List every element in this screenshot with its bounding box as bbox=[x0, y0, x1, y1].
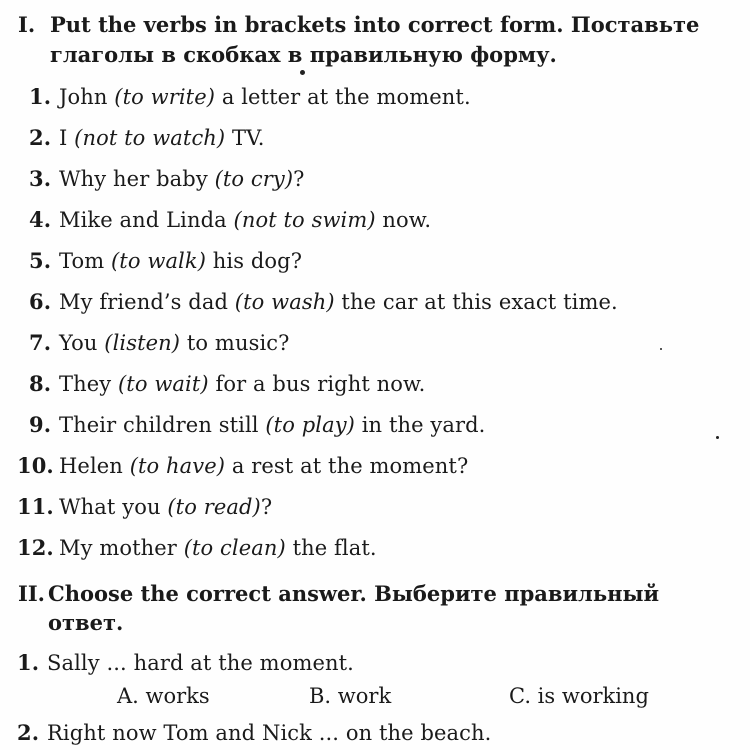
item-number: 4. bbox=[29, 207, 52, 232]
item-text: Why her baby bbox=[59, 167, 215, 191]
item-verb: (listen) bbox=[104, 331, 181, 355]
exercise-item bbox=[17, 455, 468, 477]
question-text: Right now Tom and Nick ... on the beach. bbox=[47, 721, 492, 745]
exercise-item bbox=[29, 250, 302, 272]
item-verb: (to read) bbox=[167, 495, 261, 519]
item-text: ? bbox=[260, 495, 273, 519]
item-verb: (to play) bbox=[265, 413, 355, 437]
item-number: 2. bbox=[29, 125, 52, 150]
item-text: the car at this exact time. bbox=[334, 290, 618, 314]
item-number: 3. bbox=[29, 166, 52, 191]
item-text: his dog? bbox=[206, 249, 303, 273]
exercise-item bbox=[29, 127, 264, 149]
answer-option-b: B. work bbox=[309, 684, 392, 708]
item-text: You bbox=[59, 331, 105, 355]
item-number: 10. bbox=[17, 453, 54, 478]
question-text: Sally ... hard at the moment. bbox=[47, 651, 354, 675]
exercise-item bbox=[17, 537, 377, 559]
item-text: in the yard. bbox=[354, 413, 486, 437]
item-number: 7. bbox=[29, 330, 52, 355]
print-speck bbox=[300, 70, 305, 75]
exercise-item bbox=[29, 332, 289, 354]
item-verb: (to wash) bbox=[234, 290, 335, 314]
exercise-item bbox=[29, 291, 618, 313]
section-2-title-line1: Choose the correct answer. Выберите правильный bbox=[48, 581, 660, 606]
exercise-item bbox=[29, 168, 305, 190]
item-text: for a bus right now. bbox=[208, 372, 426, 396]
item-text: Mike and Linda bbox=[59, 208, 234, 232]
item-text: John bbox=[59, 85, 115, 109]
item-text: ? bbox=[293, 167, 305, 191]
item-text: What you bbox=[59, 495, 168, 519]
section-2-heading bbox=[18, 583, 659, 604]
item-text: Helen bbox=[59, 454, 130, 478]
item-text: I bbox=[59, 126, 75, 150]
item-text: TV. bbox=[225, 126, 265, 150]
exercise-item bbox=[29, 86, 471, 108]
item-text: Their children still bbox=[59, 413, 266, 437]
item-number: 11. bbox=[17, 494, 54, 519]
answer-option-a: A. works bbox=[117, 684, 210, 708]
item-text: They bbox=[59, 372, 118, 396]
section-1-number: I. bbox=[18, 12, 36, 37]
section-2-title-line2: ответ. bbox=[48, 610, 124, 635]
item-text: My mother bbox=[59, 536, 184, 560]
question-number: 1. bbox=[17, 650, 40, 675]
quiz-question bbox=[17, 722, 491, 744]
item-number: 9. bbox=[29, 412, 52, 437]
item-verb: (to have) bbox=[129, 454, 226, 478]
item-text: now. bbox=[375, 208, 432, 232]
item-number: 6. bbox=[29, 289, 52, 314]
item-verb: (not to swim) bbox=[233, 208, 376, 232]
item-text: Tom bbox=[59, 249, 112, 273]
item-verb: (to clean) bbox=[183, 536, 286, 560]
item-text: to music? bbox=[180, 331, 290, 355]
exercise-item bbox=[17, 496, 272, 518]
section-1-title-line2: глаголы в скобках в правильную форму. bbox=[50, 42, 557, 67]
section-1-title-line1: Put the verbs in brackets into correct form. Поставьте bbox=[50, 12, 700, 37]
question-number: 2. bbox=[17, 720, 40, 745]
item-verb: (to wait) bbox=[118, 372, 209, 396]
item-verb: (to walk) bbox=[111, 249, 206, 273]
item-number: 1. bbox=[29, 84, 52, 109]
exercise-item bbox=[29, 414, 485, 436]
print-speck bbox=[660, 348, 662, 350]
item-text: the flat. bbox=[285, 536, 377, 560]
item-verb: (to cry) bbox=[214, 167, 294, 191]
item-text: a letter at the moment. bbox=[215, 85, 471, 109]
item-verb: (not to watch) bbox=[74, 126, 226, 150]
item-number: 12. bbox=[17, 535, 54, 560]
answer-option-c: C. is working bbox=[509, 684, 649, 708]
section-2-number: II. bbox=[18, 581, 45, 606]
exercise-item bbox=[29, 373, 425, 395]
item-number: 8. bbox=[29, 371, 52, 396]
print-speck bbox=[716, 436, 719, 439]
section-1-heading bbox=[18, 14, 699, 35]
quiz-question bbox=[17, 652, 354, 674]
item-verb: (to write) bbox=[114, 85, 216, 109]
item-text: a rest at the moment? bbox=[225, 454, 469, 478]
item-text: My friend’s dad bbox=[59, 290, 235, 314]
exercise-item bbox=[29, 209, 431, 231]
item-number: 5. bbox=[29, 248, 52, 273]
